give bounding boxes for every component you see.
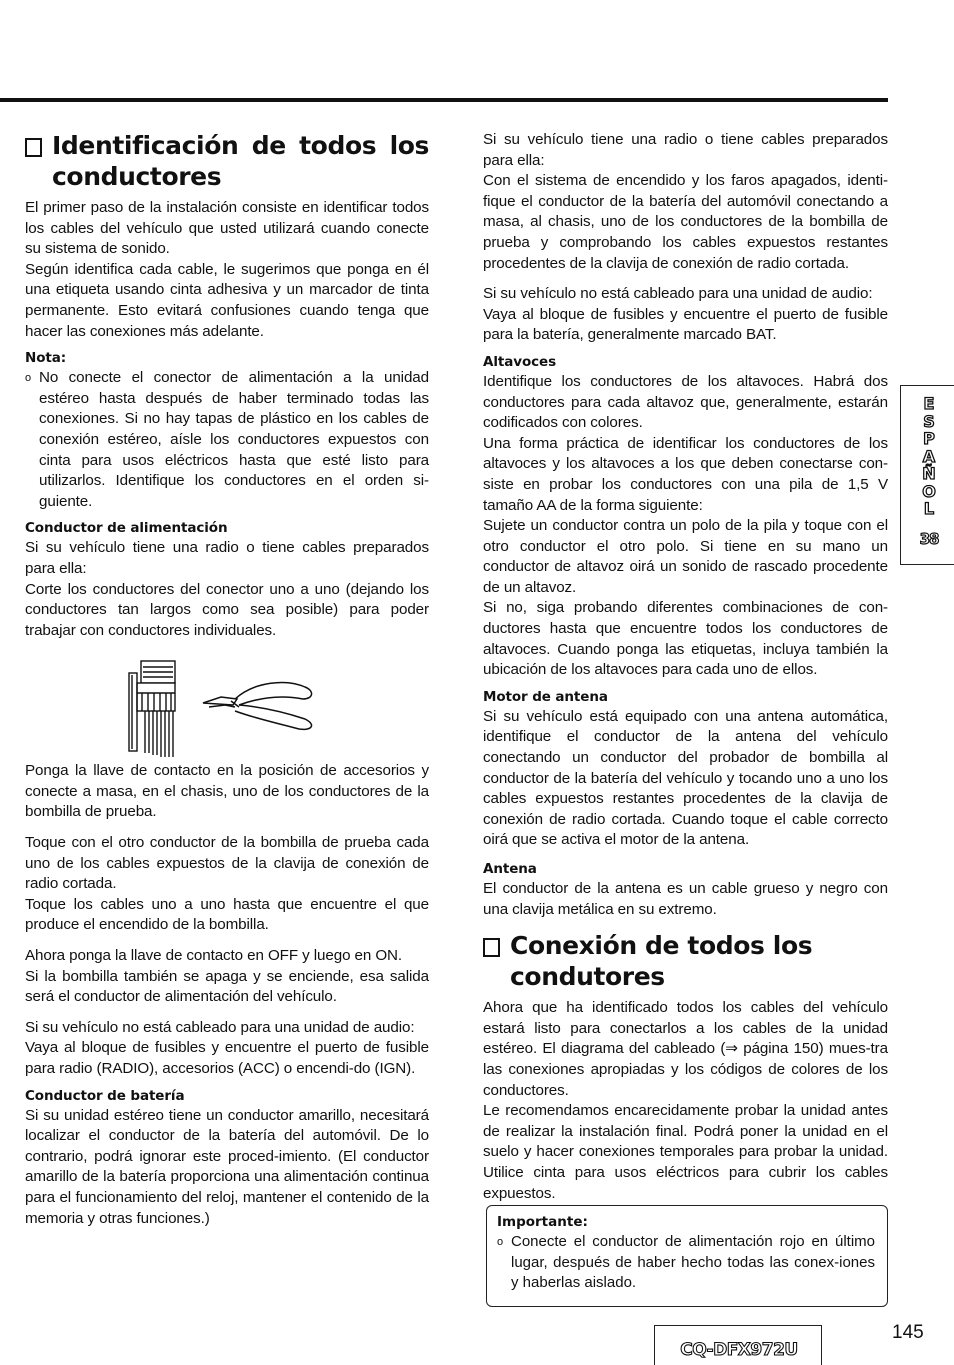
heading-text: Identificación de todos los conductores [52,131,429,191]
accessory-paragraph: Ponga la llave de contacto en la posición de accesorios y conecte a masa, en el chasis, uno de los conductores de la bombilla de prueba. [25,762,429,821]
important-bullet [497,1232,875,1294]
intro-paragraph-1: El primer paso de la instalación consiste en identificar todos los cables del vehículo que usted utilizará cuando conecte su sistema de sonido. [25,199,429,258]
touch-paragraph-2: Toque los cables uno a uno hasta que encuentre el que produce el encendido de la bombilla. [25,895,429,934]
page-number: 145 [892,1322,924,1343]
power-paragraph-1: Si su vehículo tiene una radio o tiene cables preparados para ella: [25,539,429,577]
no-wiring-paragraph-2: Vaya al bloque de fusibles y encuentre el puerto de fusible para radio (RADIO), accesorios (ACC) o encendi-do (IGN). [25,1039,429,1077]
power-paragraph-2: Corte los conductores del conector uno a uno (dejando los conductores tan largos como sea posible) para poder trabajar con conductores individuales. [25,580,429,639]
top-rule [0,98,888,102]
speakers-paragraph-2: Una forma práctica de identificar los conductores de los altavoces y los altavoces a los que deben conectarse con-siste en probar los conductores con una pila de 1,5 V tamaño AA de la forma siguiente: [483,434,888,514]
no-audio-paragraph-2: Vaya al bloque de fusibles y encuentre el puerto de fusible para la batería, generalmente marcado BAT. [483,305,888,344]
tab-letter: O [922,481,936,501]
checkbox-square-icon [25,138,42,157]
battery-paragraph: Si su unidad estéreo tiene un conductor amarillo, necesitará localizar el conductor de la batería del automóvil. De lo contrario, podrá ignorar este proced-imiento. (El conductor amarillo de la batería proporciona una alimentación continua para el funcionamiento del reloj, mantener el contenido de la memoria y otras funciones.) [25,1106,429,1227]
tab-letter: S [923,411,935,431]
no-audio-paragraph-1: Si su vehículo no está cableado para una unidad de audio: [483,285,873,303]
battery-conductor-label: Conductor de batería [25,1087,185,1104]
antenna-paragraph: El conductor de la antena es un cable grueso y negro con una clavija metálica en su extremo. [483,880,888,918]
connector-plug-icon [129,661,175,757]
language-tab-letters [918,395,940,518]
model-name: CQ-DFX972U [680,1340,798,1360]
important-label: Importante: [497,1214,588,1230]
bullet-marker: o [497,1236,504,1248]
off-on-paragraph-2: Si la bombilla también se apaga y se enciende, esa salida será el conductor de alimentación del vehículo. [25,967,429,1006]
radio-paragraph-2: Con el sistema de encendido y los faros apagados, identi-fique el conductor de la batería del automóvil conectando a masa, al chasis, uno de los conductores de la bombilla de prueba y comprobando los cables expuestos restantes procedentes de la clavija de conexión de radio cortada. [483,172,888,272]
connection-paragraph-1: Ahora que ha identificado todos los cables del vehículo estará listo para conectarlos a los cables de la unidad estéreo. El diagrama del cableado (⇒ página 150) mues-tra las conexiones apropiadas y los códigos de colores de los conductores. [483,999,888,1099]
note-label: Nota: [25,350,67,367]
important-notice-box [486,1205,888,1307]
off-on-paragraph-1: Ahora ponga la llave de contacto en OFF y luego en ON. [25,947,403,965]
intro-paragraph-2: Según identifica cada cable, le sugerimos que ponga en él una etiqueta usando cinta adhesiva y un marcador de tinta permanente. Esto evitará confusiones cuando tenga que hacer las conexiones más adelante. [25,260,429,340]
section-number: 38 [919,530,939,548]
antenna-motor-paragraph: Si su vehículo está equipado con una antena automática, identifique el conductor de la antena del vehículo conectando un conductor del probador de bombilla al conductor de la batería del vehículo y tocando uno a uno los cables expuestos restantes procedentes de la clavija de conexión de radio cortada. Cuando toque el cable correcto oirá que se activa el motor de la antena. [483,707,888,849]
no-wiring-paragraph-1: Si su vehículo no está cableado para una unidad de audio: [25,1018,415,1036]
tab-letter: Ñ [922,464,936,483]
connector-and-pliers-illustration [25,641,429,761]
section-heading-connection [483,930,888,992]
tab-letter: A [922,446,936,466]
left-column [25,130,429,1229]
antenna-label: Antena [483,861,537,877]
connection-paragraph-2: Le recomendamos encarecidamente probar la unidad antes de realizar la instalación final. Podrá poner la unidad en el suelo y hacer conexiones temporales para probar la unidad. Utilice cinta para usos eléctricos para cubrir los cables expuestos. [483,1102,888,1202]
heading-text: Conexión de todos los condutores [510,931,813,992]
antenna-motor-label: Motor de antena [483,688,608,705]
right-column [483,130,888,1204]
speakers-paragraph-1: Identifique los conductores de los altavoces. Habrá dos conductores para cada altavoz que, generalmente, estarán codificados con colores. [483,372,888,432]
pliers-icon [203,683,312,730]
bullet-marker: o [25,372,32,385]
note-text: No conecte el conector de alimentación a la unidad estéreo hasta después de haber terminado todas las conexiones. Si no hay tapas de plástico en los cables de conexión estéreo, aísle los conductores expuestos con cinta para usos eléctricos hasta que esté listo para utilizarlos. Identifique los conductores en el orden si-guiente. [39,369,429,510]
speakers-label: Altavoces [483,353,557,370]
note-bullet [25,368,429,512]
tab-letter: E [923,394,935,413]
speakers-paragraph-3: Sujete un conductor contra un polo de la pila y toque con el otro conductor el otro polo. Si tiene en su mano un conductor de altavoz oirá un sonido de rascado procedente de un altavoz. [483,517,888,596]
speakers-paragraph-4: Si no, siga probando diferentes combinaciones de con-ductores hasta que encuentre todos los conductores de altavoces. Cuando ponga las etiquetas, incluya también la ubicación de los altavoces para cada uno de ellos. [483,599,888,679]
section-heading-identification [25,130,429,192]
power-conductor-label: Conductor de alimentación [25,520,228,537]
wire-cutting-illustration [25,641,429,761]
touch-paragraph-1: Toque con el otro conductor de la bombilla de prueba cada uno de los cables expuestos de la clavija de conexión de radio cortada. [25,834,429,893]
tab-letter: P [923,429,935,448]
important-text: Conecte el conductor de alimentación rojo en último lugar, después de haber hecho todas las conex-iones y haberlas aislado. [511,1233,875,1292]
radio-paragraph-1: Si su vehículo tiene una radio o tiene cables preparados para ella: [483,131,888,169]
checkbox-square-icon [483,938,500,957]
tab-letter: L [923,499,935,518]
